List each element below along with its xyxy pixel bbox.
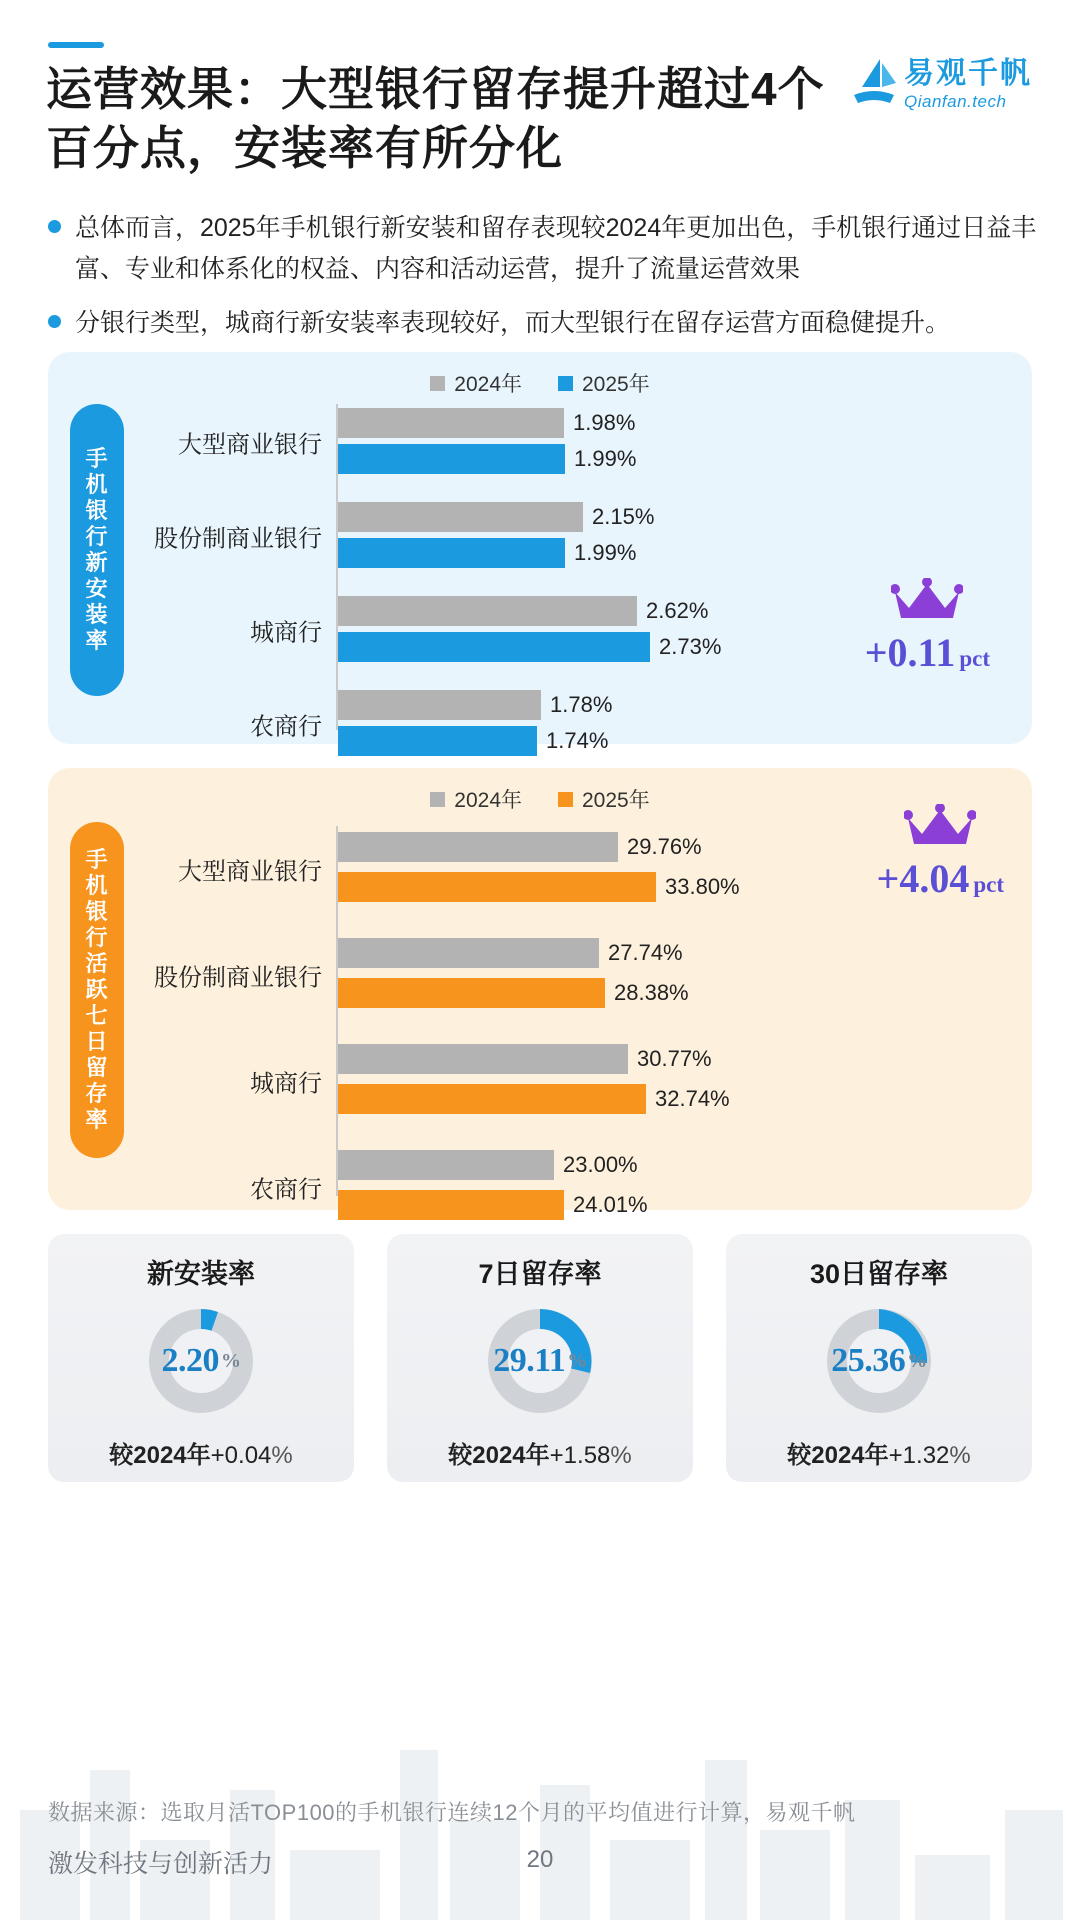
page-title: 运营效果：大型银行留存提升超过4个百分点，安装率有所分化 <box>46 63 825 174</box>
kpi-row <box>48 1234 1032 1482</box>
bar-rect <box>338 596 637 626</box>
chart-1-plot <box>154 404 1014 753</box>
kpi-title: 30日留存率 <box>809 1259 949 1289</box>
kpi-value: 25.36 <box>831 1342 906 1379</box>
source-note: 数据来源：选取月活TOP100的手机银行连续12个月的平均值进行计算，易观千帆 <box>48 1800 856 1825</box>
legend-label-2024: 2024年 <box>454 789 522 812</box>
bar-rect <box>338 502 583 532</box>
chart-1-legend <box>48 368 1032 398</box>
chart-1-side-label <box>70 404 124 696</box>
kpi-card-new-install <box>48 1234 354 1482</box>
chart-1-group <box>178 404 1014 480</box>
bar-value-label: 33.80% <box>665 874 740 899</box>
highlight-number: +4.04 <box>876 856 970 901</box>
legend-label-2024: 2024年 <box>454 373 522 396</box>
highlight-unit: pct <box>959 646 990 671</box>
kpi-title: 新安装率 <box>147 1259 255 1289</box>
bar-value-label: 24.01% <box>573 1192 648 1217</box>
bar-value-label: 23.00% <box>563 1152 638 1177</box>
bar-rect <box>338 408 564 438</box>
kpi-delta-unit: % <box>271 1442 293 1469</box>
kpi-delta <box>109 1435 292 1470</box>
chart-1-bar-2025 <box>338 538 636 568</box>
bar-value-label: 2.62% <box>646 598 709 623</box>
logo-text-en: Qianfan.tech <box>904 91 1007 111</box>
chart-1-group <box>250 686 1014 762</box>
legend-item-2024 <box>430 784 522 814</box>
kpi-delta-unit: % <box>949 1442 971 1469</box>
kpi-delta-value: +1.32 <box>888 1442 950 1469</box>
bar-rect <box>338 444 565 474</box>
bar-rect <box>338 1084 646 1114</box>
kpi-donut-value <box>482 1303 598 1419</box>
highlight-unit: pct <box>973 872 1004 897</box>
kpi-donut-chart <box>143 1303 259 1419</box>
bullet-list <box>48 208 1038 358</box>
chart-1-group <box>154 498 1014 574</box>
kpi-donut-value <box>143 1303 259 1419</box>
bullet-text: 分银行类型，城商行新安装率表现较好，而大型银行在留存运营方面稳健提升。 <box>75 309 951 337</box>
legend-item-2025 <box>558 368 650 398</box>
kpi-value: 2.20 <box>161 1342 219 1379</box>
bar-value-label: 2.73% <box>659 634 722 659</box>
kpi-delta <box>448 1435 631 1470</box>
bar-value-label: 28.38% <box>614 980 689 1005</box>
kpi-unit: % <box>907 1349 927 1372</box>
chart-1-category-label: 农商行 <box>250 713 322 741</box>
bar-rect <box>338 1190 564 1220</box>
chart-2-bar-2025 <box>338 978 689 1008</box>
chart-2-category-label: 农商行 <box>250 1176 322 1204</box>
kpi-card-7day-retention <box>387 1234 693 1482</box>
kpi-unit: % <box>221 1349 241 1372</box>
title-accent-rule <box>48 42 104 48</box>
chart-2-bar-2025 <box>338 1190 648 1220</box>
kpi-title: 7日留存率 <box>478 1259 602 1289</box>
kpi-delta <box>787 1435 970 1470</box>
bullet-item <box>48 303 1038 344</box>
bar-value-label: 2.15% <box>592 504 655 529</box>
bar-rect <box>338 726 537 756</box>
logo-text-cn: 易观千帆 <box>904 56 1032 90</box>
kpi-donut-value <box>821 1303 937 1419</box>
bar-rect <box>338 632 650 662</box>
footer-brand: 激发科技与创新活力 <box>48 1850 274 1878</box>
chart-card-retention <box>48 768 1032 1217</box>
chart-2-side-label-text: 手机银行活跃七日留存率 <box>85 847 109 1132</box>
bar-rect <box>338 938 599 968</box>
chart-2-category-label: 大型商业银行 <box>178 858 322 886</box>
chart-2-plot <box>154 826 1014 1217</box>
legend-swatch-2024 <box>430 792 445 807</box>
bar-value-label: 1.98% <box>573 410 636 435</box>
kpi-delta-prefix: 较2024年 <box>109 1442 211 1469</box>
bar-value-label: 32.74% <box>655 1086 730 1111</box>
legend-item-2025 <box>558 784 650 814</box>
legend-swatch-2025 <box>558 792 573 807</box>
legend-label-2025: 2025年 <box>582 789 650 812</box>
bullet-dot-icon <box>48 220 61 233</box>
chart-2-bar-2024 <box>338 1044 712 1074</box>
kpi-delta-prefix: 较2024年 <box>448 1442 550 1469</box>
chart-card-new-install <box>48 352 1032 753</box>
chart-1-bar-2024 <box>338 502 654 532</box>
legend-item-2024 <box>430 368 522 398</box>
bar-rect <box>338 978 605 1008</box>
bar-value-label: 1.99% <box>574 540 637 565</box>
chart-1-category-label: 城商行 <box>250 619 322 647</box>
bullet-dot-icon <box>48 315 61 328</box>
legend-swatch-2024 <box>430 376 445 391</box>
legend-swatch-2025 <box>558 376 573 391</box>
chart-1-bar-2025 <box>338 632 721 662</box>
chart-2-category-label: 城商行 <box>250 1070 322 1098</box>
chart-1-bar-2024 <box>338 408 635 438</box>
chart-1-highlight <box>865 578 990 676</box>
chart-2-group <box>250 1038 1014 1124</box>
chart-1-category-label: 大型商业银行 <box>178 431 322 459</box>
kpi-delta-unit: % <box>610 1442 632 1469</box>
bar-rect <box>338 1150 554 1180</box>
bullet-item <box>48 208 1038 289</box>
kpi-delta-prefix: 较2024年 <box>787 1442 889 1469</box>
chart-2-highlight <box>877 804 1004 902</box>
chart-2-category-label: 股份制商业银行 <box>154 964 322 992</box>
chart-1-bar-2025 <box>338 726 608 756</box>
kpi-card-30day-retention <box>726 1234 1032 1482</box>
bar-rect <box>338 690 541 720</box>
chart-1-side-label-text: 手机银行新安装率 <box>85 446 109 653</box>
bar-rect <box>338 832 618 862</box>
chart-2-bar-2025 <box>338 1084 730 1114</box>
bar-value-label: 1.74% <box>546 728 609 753</box>
bullet-text: 总体而言，2025年手机银行新安装和留存表现较2024年更加出色，手机银行通过日益丰富、专业和体系化的权益、内容和活动运营，提升了流量运营效果 <box>75 214 1037 283</box>
chart-2-highlight-value <box>877 855 1004 902</box>
kpi-unit: % <box>567 1349 587 1372</box>
chart-2-bar-2024 <box>338 1150 638 1180</box>
bar-rect <box>338 538 565 568</box>
page-number: 20 <box>526 1846 554 1873</box>
chart-1-category-label: 股份制商业银行 <box>154 525 322 553</box>
bar-value-label: 27.74% <box>608 940 683 965</box>
kpi-value: 29.11 <box>493 1342 566 1379</box>
kpi-delta-value: +0.04 <box>210 1442 272 1469</box>
kpi-donut-chart <box>482 1303 598 1419</box>
highlight-number: +0.11 <box>864 630 956 675</box>
chart-2-bar-2025 <box>338 872 740 902</box>
chart-2-bar-2024 <box>338 938 683 968</box>
chart-1-bar-2024 <box>338 690 612 720</box>
chart-1-bar-2024 <box>338 596 708 626</box>
chart-1-bar-2025 <box>338 444 636 474</box>
crown-icon <box>904 837 976 854</box>
bar-value-label: 30.77% <box>637 1046 712 1071</box>
chart-2-group <box>250 1144 1014 1230</box>
bar-rect <box>338 872 656 902</box>
chart-2-group <box>154 932 1014 1018</box>
chart-1-highlight-value <box>865 629 990 676</box>
bar-rect <box>338 1044 628 1074</box>
brand-logo <box>812 48 1032 120</box>
crown-icon <box>891 611 963 628</box>
qianfan-sail-icon <box>850 57 898 111</box>
chart-2-bar-2024 <box>338 832 702 862</box>
bar-value-label: 1.99% <box>574 446 637 471</box>
kpi-donut-chart <box>821 1303 937 1419</box>
chart-2-side-label <box>70 822 124 1158</box>
bar-value-label: 29.76% <box>627 834 702 859</box>
kpi-delta-value: +1.58 <box>549 1442 611 1469</box>
legend-label-2025: 2025年 <box>582 373 650 396</box>
bar-value-label: 1.78% <box>550 692 613 717</box>
